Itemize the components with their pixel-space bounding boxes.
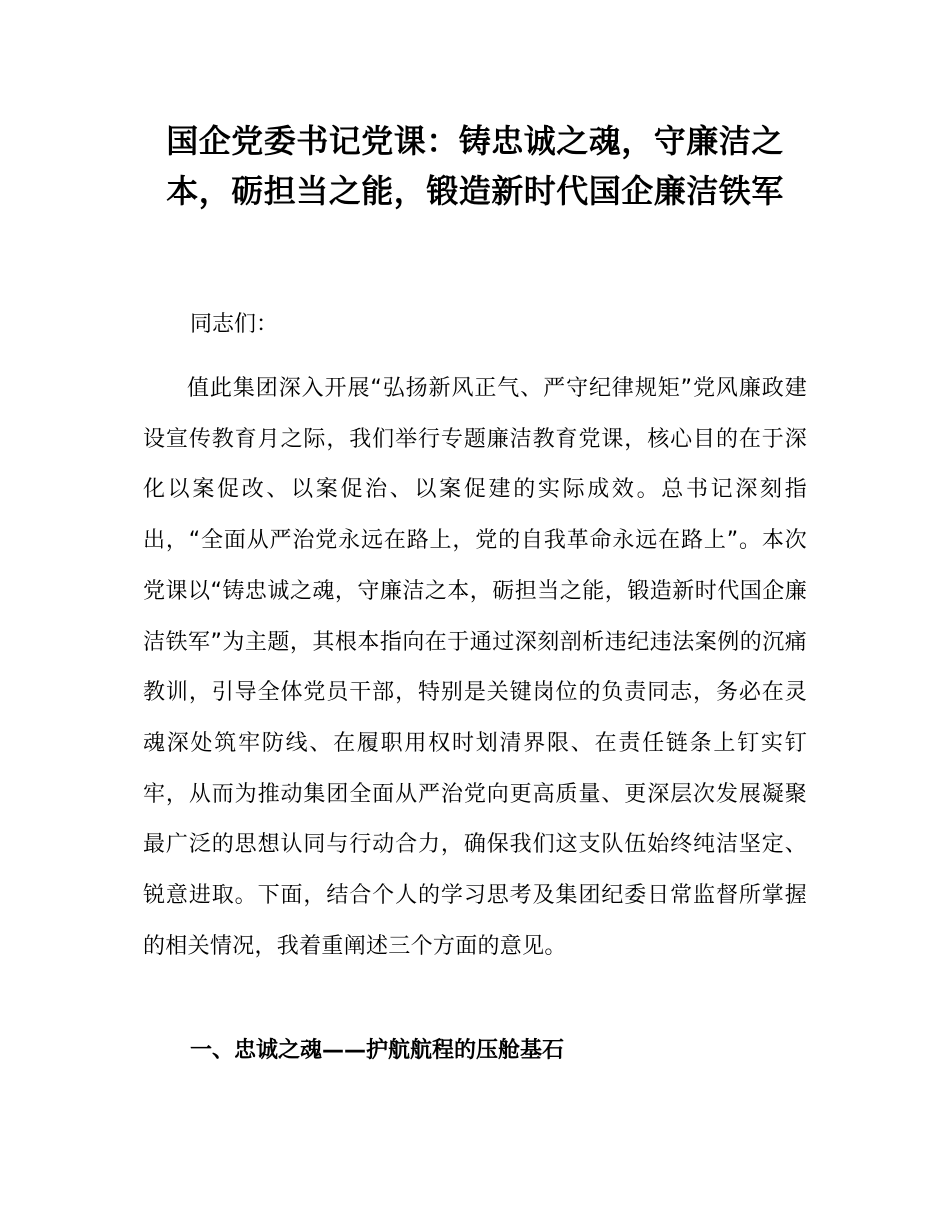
salutation: 同志们： bbox=[190, 312, 279, 337]
body-paragraph: 值此集团深入开展“弘扬新风正气、严守纪律规矩”党风廉政建设宣传教育月之际，我们举行专题廉洁教育党课，核心目的在于深化以案促改、以案促治、以案促建的实际成效。总书记深刻指出，“全面从严治党永远在路上，党的自我革命永远在路上”。本次党课以“铸忠诚之魂，守廉洁之本，砺担当之能，锻造新时代国企廉洁铁军”为主题，其根本指向在于通过深刻剖析违纪违法案例的沉痛教训，引导全体党员干部，特别是关键岗位的负责同志，务必在灵魂深处筑牢防线、在履职用权时划清界限、在责任链条上钉实钉牢，从而为推动集团全面从严治党向更高质量、更深层次发展凝聚最广泛的思想认同与行动合力，确保我们这支队伍始终纯洁坚定、锐意进取。下面，结合个人的学习思考及集团纪委日常监督所掌握的相关情况，我着重阐述三个方面的意见。 bbox=[143, 376, 807, 959]
section-heading: 一、忠诚之魂——护航航程的压舱基石 bbox=[190, 1038, 565, 1063]
document-title: 国企党委书记党课：铸忠诚之魂，守廉洁之本，砺担当之能，锻造新时代国企廉洁铁军 bbox=[166, 122, 784, 210]
